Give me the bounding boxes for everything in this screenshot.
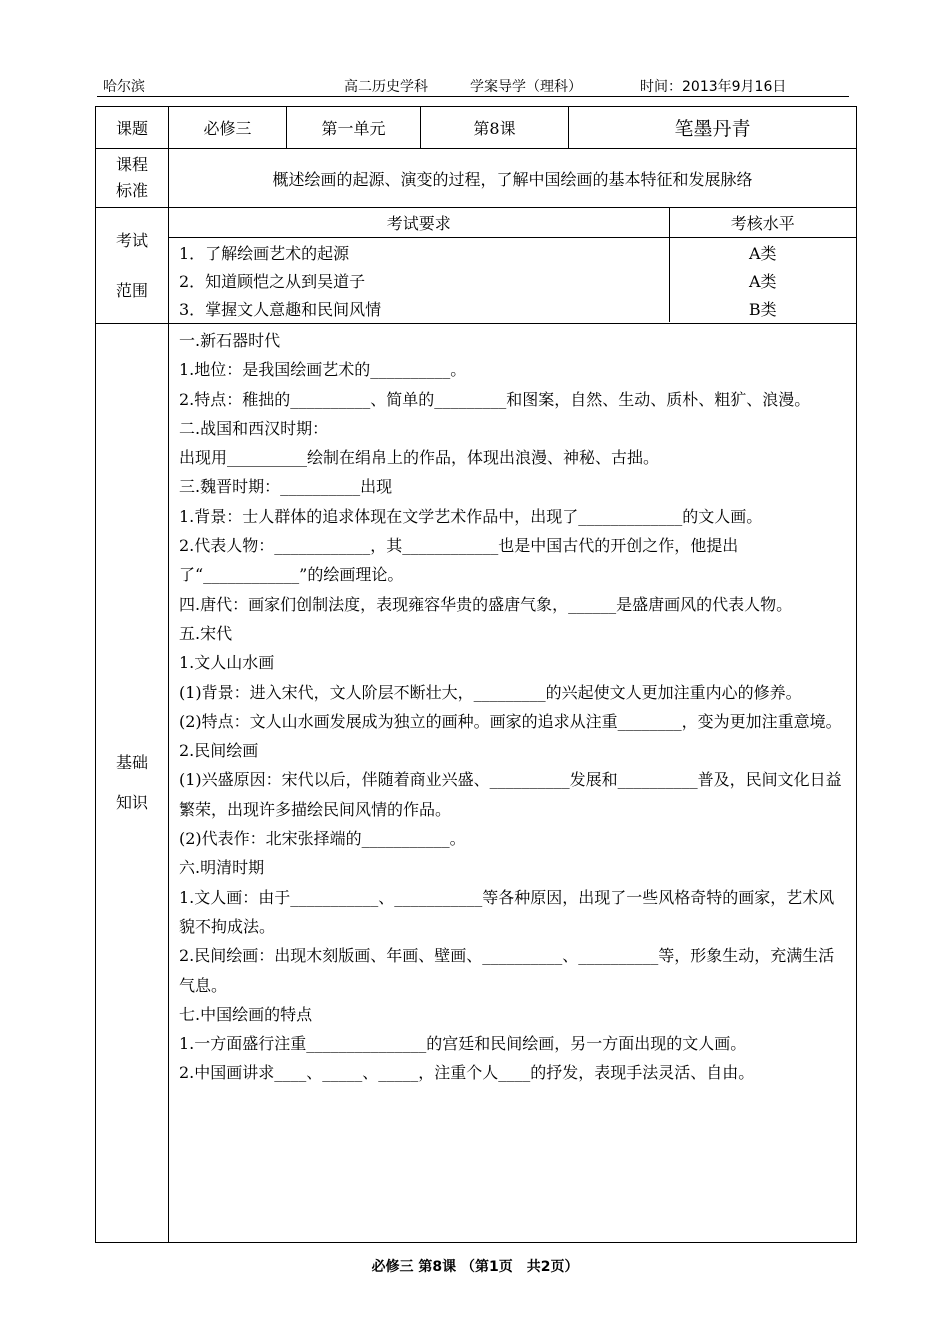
lesson-number: 第8课 — [421, 107, 569, 149]
knowledge-line: 2.代表人物：____________，其____________也是中国古代的开创之作，他提出了“____________”的绘画理论。 — [179, 536, 739, 585]
knowledge-line: 七.中国绘画的特点 — [179, 1004, 313, 1024]
knowledge-line: 2.民间绘画 — [179, 741, 259, 761]
knowledge-line: (1)兴盛原因：宋代以后，伴随着商业兴盛、__________发展和__________普及，民间文化日益繁荣，出现许多描绘民间风情的作品。 — [179, 770, 842, 819]
exam-requirement: 3．掌握文人意趣和民间风情 — [169, 294, 669, 322]
exam-row — [169, 266, 856, 294]
knowledge-line: (2)特点：文人山水画发展成为独立的画种。画家的追求从注重________，变为更加注重意境。 — [179, 711, 842, 731]
knowledge-line: (1)背景：进入宋代，文人阶层不断壮大，_________的兴起使文人更加注重内心的修养。 — [179, 682, 802, 702]
header-doc-type: 学案导学（理科） — [470, 79, 582, 95]
knowledge-content — [169, 324, 857, 1243]
knowledge-line: 六.明清时期 — [179, 858, 265, 878]
page-header — [97, 76, 849, 97]
standard-label — [96, 149, 169, 208]
exam-requirement: 1．了解绘画艺术的起源 — [169, 238, 669, 267]
col-level-header: 考核水平 — [669, 208, 856, 238]
exam-scope-cell — [169, 208, 857, 324]
header-date: 时间：2013年9月16日 — [640, 79, 787, 95]
exam-level: B类 — [748, 299, 777, 319]
knowledge-line: 五.宋代 — [179, 623, 233, 643]
exam-label-line-1: 考试 — [115, 230, 148, 250]
header-city: 哈尔滨 — [103, 79, 145, 95]
knowledge-label-line-2: 知识 — [115, 793, 148, 812]
knowledge-line: 二.战国和西汉时期： — [179, 418, 329, 438]
header-subject: 高二历史学科 — [344, 79, 428, 95]
exam-label — [96, 208, 169, 324]
knowledge-line: 四.唐代：画家们创制法度，表现雍容华贵的盛唐气象，______是盛唐画风的代表人物。 — [179, 594, 793, 614]
knowledge-line: 出现用__________绘制在绢帛上的作品，体现出浪漫、神秘、古拙。 — [179, 448, 660, 468]
knowledge-line: 1.文人画：由于___________、___________等各种原因，出现了一些风格奇特的画家，艺术风貌不拘成法。 — [179, 887, 835, 936]
topic-label: 课题 — [96, 107, 169, 149]
col-requirement-header: 考试要求 — [169, 208, 669, 238]
knowledge-line: 2.民间绘画：出现木刻版画、年画、壁画、__________、__________等，形象生动，充满生活气息。 — [179, 946, 835, 995]
knowledge-line: 一.新石器时代 — [179, 331, 281, 350]
knowledge-label — [96, 324, 169, 1243]
knowledge-line: 2.中国画讲求____、_____、_____，注重个人____的抒发，表现手法灵活、自由。 — [179, 1063, 755, 1083]
exam-row — [169, 294, 856, 322]
exam-requirements-table — [169, 208, 856, 322]
knowledge-line: (2)代表作：北宋张择端的___________。 — [179, 829, 466, 849]
lesson-title: 笔墨丹青 — [569, 107, 857, 149]
standard-text: 概述绘画的起源、演变的过程，了解中国绘画的基本特征和发展脉络 — [169, 149, 857, 208]
standard-label-line-1: 课程 — [115, 155, 148, 174]
knowledge-line: 三.魏晋时期：__________出现 — [179, 477, 393, 497]
knowledge-line: 1.文人山水画 — [179, 653, 275, 673]
exam-requirement: 2．知道顾恺之从到吴道子 — [169, 266, 669, 294]
exam-level: A类 — [748, 243, 777, 263]
exam-row — [169, 238, 856, 267]
lesson-plan-table — [95, 106, 857, 1243]
standard-label-line-2: 标准 — [115, 181, 148, 200]
knowledge-line: 2.特点：稚拙的__________、简单的_________和图案，自然、生动、质朴、粗犷、浪漫。 — [179, 389, 811, 409]
lesson-book: 必修三 — [169, 107, 287, 149]
knowledge-label-line-1: 基础 — [115, 753, 148, 772]
exam-level: A类 — [748, 271, 777, 291]
lesson-unit: 第一单元 — [287, 107, 421, 149]
knowledge-line: 1.一方面盛行注重_______________的宫廷和民间绘画，另一方面出现的文人画。 — [179, 1034, 747, 1054]
page-footer: 必修三 第8课 （第1页 共2页） — [371, 1259, 579, 1275]
exam-label-line-2: 范围 — [115, 280, 148, 300]
knowledge-line: 1.地位：是我国绘画艺术的__________。 — [179, 360, 467, 380]
knowledge-line: 1.背景：士人群体的追求体现在文学艺术作品中，出现了_____________的文人画。 — [179, 506, 763, 526]
